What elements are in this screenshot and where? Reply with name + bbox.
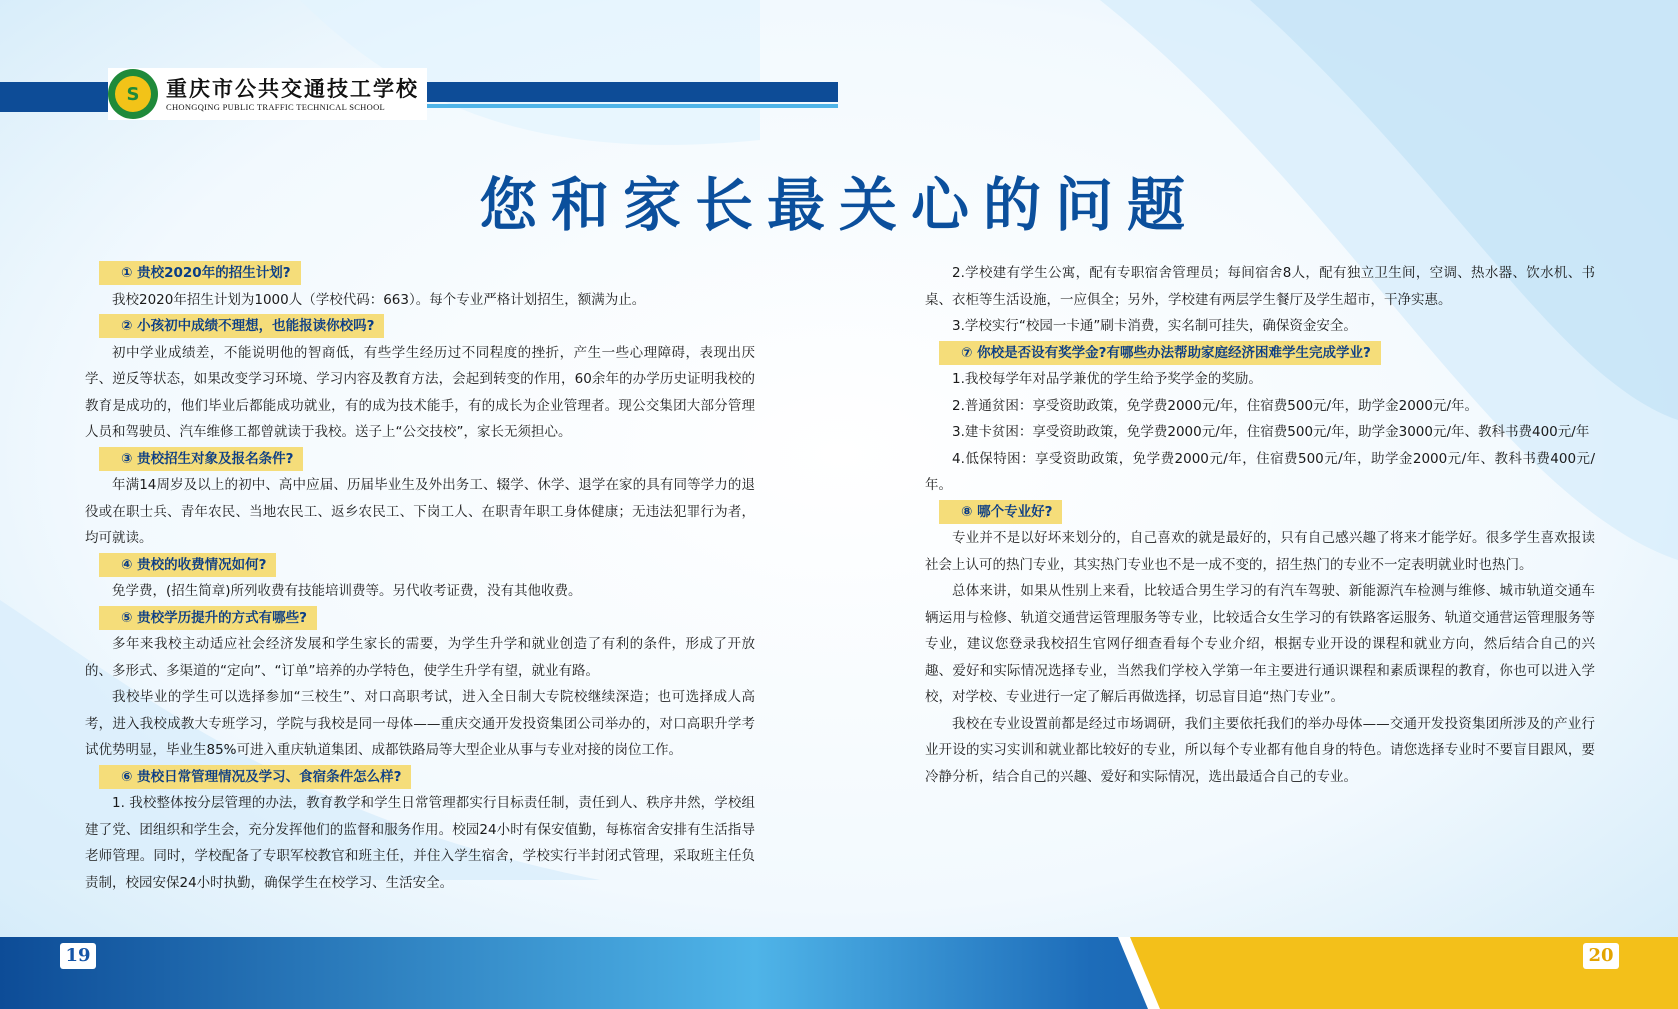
school-name-en: CHONGQING PUBLIC TRAFFIC TECHNICAL SCHOOL [166, 101, 385, 112]
answer-paragraph: 年满14周岁及以上的初中、高中应届、历届毕业生及外出务工、辍学、休学、退学在家的具有同等学力的退役或在职士兵、青年农民、当地农民工、返乡农民工、下岗工人、在职青年职工身体健康；无违法犯罪行为者，均可就读。 [85, 477, 755, 546]
school-logo-header [108, 68, 427, 120]
emblem-glyph: S [115, 76, 151, 112]
answer-paragraph: 专业并不是以好坏来划分的，自己喜欢的就是最好的，只有自己感兴趣了将来才能学好。很多学生喜欢报读社会上认可的热门专业，其实热门专业也不是一成不变的，招生热门的专业不一定表明就业时也热门。 [925, 530, 1595, 573]
question-heading: ⑤ 贵校学历提升的方式有哪些? [99, 606, 317, 630]
school-name-cn: 重庆市公共交通技工学校 [166, 75, 419, 101]
question-heading: ① 贵校2020年的招生计划? [99, 261, 301, 285]
question-heading: ④ 贵校的收费情况如何? [99, 553, 276, 577]
page-number-right: 20 [1583, 943, 1619, 969]
answer-paragraph: 1. 我校整体按分层管理的办法，教育教学和学生日常管理都实行目标责任制，责任到人、秩序井然，学校组建了党、团组织和学生会，充分发挥他们的监督和服务作用。校园24小时有保安值勤，每栋宿舍安排有生活指导老师管理。同时，学校配备了专职军校教官和班主任，并住入学生宿舍，学校实行半封闭式管理，采取班主任负责制，校园安保24小时执勤，确保学生在校学习、生活安全。 [85, 795, 755, 891]
right-column [925, 260, 1595, 790]
answer-paragraph: 初中学业成绩差，不能说明他的智商低，有些学生经历过不同程度的挫折，产生一些心理障碍，表现出厌学、逆反等状态，如果改变学习环境、学习内容及教育方法，会起到转变的作用，60余年的办学历史证明我校的教育是成功的，他们毕业后都能成功就业，有的成为技术能手，有的成长为企业管理者。现公交集团大部分管理人员和驾驶员、汽车维修工都曾就读于我校。送子上“公交技校”，家长无须担心。 [85, 344, 755, 440]
answer-paragraph: 我校2020年招生计划为1000人（学校代码：663）。每个专业严格计划招生，额满为止。 [112, 291, 646, 308]
left-column [85, 260, 755, 896]
question-heading: ② 小孩初中成绩不理想，也能报读你校吗? [99, 314, 384, 338]
question-heading: ⑦ 你校是否设有奖学金?有哪些办法帮助家庭经济困难学生完成学业? [939, 341, 1381, 365]
answer-paragraph: 总体来讲，如果从性别上来看，比较适合男生学习的有汽车驾驶、新能源汽车检测与维修、城市轨道交通车辆运用与检修、轨道交通营运管理服务等专业，比较适合女生学习的有铁路客运服务、轨道交通营运管理服务等专业，建议您登录我校招生官网仔细查看每个专业介绍，根据专业开设的课程和就业方向，然后结合自己的兴趣、爱好和实际情况选择专业，当然我们学校入学第一年主要进行通识课程和素质课程的教育，你也可以进入学校，对学校、专业进行一定了解后再做选择，切忌盲目追“热门专业”。 [925, 583, 1595, 705]
page-number-left: 19 [60, 943, 96, 969]
answer-paragraph: 3.学校实行“校园一卡通”刷卡消费，实名制可挂失，确保资金安全。 [952, 318, 1357, 334]
answer-paragraph: 多年来我校主动适应社会经济发展和学生家长的需要，为学生升学和就业创造了有利的条件，形成了开放的、多形式、多渠道的“定向”、“订单”培养的办学特色，使学生升学有望，就业有路。 [85, 636, 755, 679]
answer-paragraph: 我校毕业的学生可以选择参加“三校生”、对口高职考试，进入全日制大专院校继续深造；也可选择成人高考，进入我校成教大专班学习，学院与我校是同一母体——重庆交通开发投资集团公司举办的，对口高职升学考试优势明显，毕业生85%可进入重庆轨道集团、成都铁路局等大型企业从事与专业对接的岗位工作。 [85, 689, 755, 758]
page-title: 您和家长最关心的问题 [478, 171, 1199, 239]
question-heading: ③ 贵校招生对象及报名条件? [99, 447, 303, 471]
answer-paragraph: 4.低保特困：享受资助政策，免学费2000元/年，住宿费500元/年，助学金2000元/年、教科书费400元/年。 [925, 450, 1595, 493]
answer-paragraph: 3.建卡贫困：享受资助政策，免学费2000元/年，住宿费500元/年，助学金3000元/年、教科书费400元/年 [952, 424, 1590, 440]
answer-paragraph: 2.普通贫困：享受资助政策，免学费2000元/年，住宿费500元/年，助学金2000元/年。 [952, 397, 1479, 414]
question-heading: ⑥ 贵校日常管理情况及学习、食宿条件怎么样? [99, 765, 411, 789]
school-emblem-icon [108, 69, 158, 119]
answer-paragraph: 我校在专业设置前都是经过市场调研，我们主要依托我们的举办母体——交通开发投资集团所涉及的产业行业开设的实习实训和就业都比较好的专业，所以每个专业都有他自身的特色。请您选择专业时不要盲目跟风，要冷静分析，结合自己的兴趣、爱好和实际情况，选出最适合自己的专业。 [925, 715, 1595, 785]
answer-paragraph: 免学费，(招生简章)所列收费有技能培训费等。另代收考证费，没有其他收费。 [112, 583, 582, 599]
question-heading: ⑧ 哪个专业好? [939, 500, 1062, 524]
answer-paragraph: 1.我校每学年对品学兼优的学生给予奖学金的奖励。 [952, 371, 1262, 387]
answer-paragraph: 2.学校建有学生公寓，配有专职宿舍管理员；每间宿舍8人，配有独立卫生间，空调、热水器、饮水机、书桌、衣柜等生活设施，一应俱全；另外，学校建有两层学生餐厅及学生超市，干净实惠。 [925, 265, 1595, 308]
